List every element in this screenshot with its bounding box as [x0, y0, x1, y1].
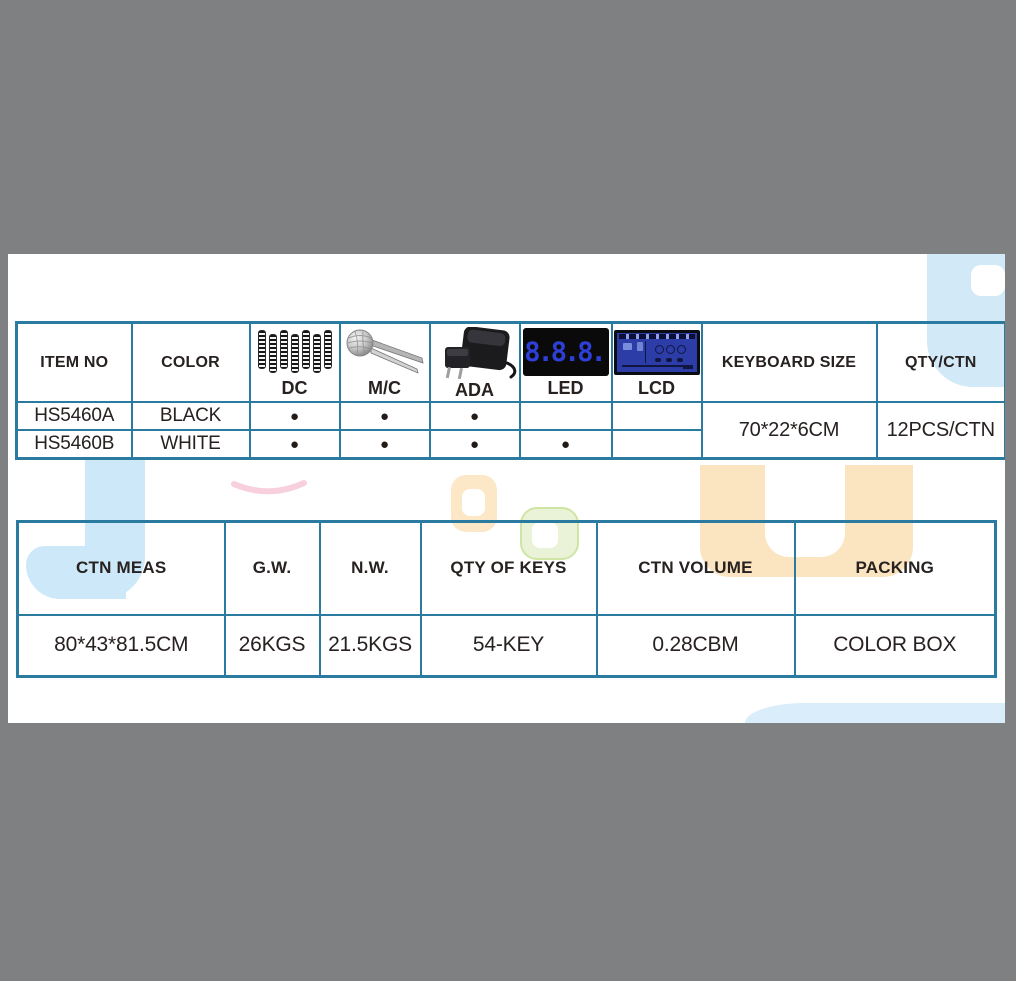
col-header-ada-label: ADA: [455, 380, 494, 400]
col-header-color-label: COLOR: [161, 353, 220, 371]
qty-of-keys-cell: 54-KEY: [421, 615, 597, 677]
lcd-screen-icon: [613, 327, 701, 377]
col-header-ctn-volume: [597, 522, 795, 615]
nw-cell: 21.5KGS: [320, 615, 421, 677]
qty-ctn-cell: 12PCS/CTN: [877, 402, 1006, 458]
ada-mark-cell: ●: [430, 402, 520, 430]
spec-table-row-1: [17, 402, 1006, 430]
spec-table: [15, 321, 1005, 460]
mc-mark-cell: ●: [340, 430, 430, 458]
packing-table-value-row: [18, 615, 996, 677]
led-mark-cell: [520, 402, 612, 430]
col-header-nw-label: N.W.: [351, 558, 389, 578]
led-display-icon: [521, 327, 611, 377]
col-header-packing-label: PACKING: [855, 558, 935, 578]
col-header-qty-of-keys-label: QTY OF KEYS: [450, 558, 567, 578]
col-header-qty-ctn: [877, 323, 1006, 403]
col-header-mc-label: M/C: [368, 378, 401, 398]
keyboard-size-cell: 70*22*6CM: [702, 402, 877, 458]
col-header-lcd: [612, 323, 702, 403]
item-no-cell: HS5460B: [17, 430, 132, 458]
content-panel: [8, 254, 1005, 723]
mc-mark-cell: ●: [340, 402, 430, 430]
color-cell: WHITE: [132, 430, 250, 458]
decor-blue-shape-bottom-right: [745, 703, 1005, 723]
gw-cell: 26KGS: [225, 615, 320, 677]
color-cell: BLACK: [132, 402, 250, 430]
col-header-qty-of-keys: [421, 522, 597, 615]
col-header-color: [132, 323, 250, 403]
lcd-mark-cell: [612, 402, 702, 430]
packing-cell: COLOR BOX: [795, 615, 996, 677]
item-no-cell: HS5460A: [17, 402, 132, 430]
col-header-keyboard-size-label: KEYBOARD SIZE: [721, 353, 857, 371]
col-header-item-no: [17, 323, 132, 403]
decor-peach-ring-hole: [462, 489, 485, 516]
packing-table: [16, 520, 997, 678]
col-header-dc-label: DC: [281, 378, 308, 398]
col-header-qty-ctn-label: QTY/CTN: [904, 353, 977, 371]
led-mark-cell: ●: [520, 430, 612, 458]
microphone-icon: [341, 327, 429, 377]
ctn-meas-cell: 80*43*81.5CM: [18, 615, 225, 677]
dc-mark-cell: ●: [250, 430, 340, 458]
col-header-led-label: LED: [547, 378, 584, 398]
ctn-volume-cell: 0.28CBM: [597, 615, 795, 677]
col-header-packing: [795, 522, 996, 615]
ada-mark-cell: ●: [430, 430, 520, 458]
col-header-nw: [320, 522, 421, 615]
power-adapter-icon: [431, 327, 519, 379]
led-digits: 8.8.8.: [524, 336, 604, 368]
packing-table-header-row: [18, 522, 996, 615]
col-header-ctn-volume-label: CTN VOLUME: [638, 558, 753, 578]
col-header-ctn-meas: [18, 522, 225, 615]
col-header-gw-label: G.W.: [252, 558, 292, 578]
col-header-lcd-label: LCD: [638, 378, 675, 398]
col-header-gw: [225, 522, 320, 615]
col-header-item-no-label: ITEM NO: [40, 353, 109, 371]
drumsticks-icon: [251, 327, 339, 377]
col-header-ada: [430, 323, 520, 403]
decor-blue-shape-notch: [971, 265, 1005, 296]
col-header-led: [520, 323, 612, 403]
col-header-ctn-meas-label: CTN MEAS: [76, 558, 167, 578]
decor-pink-arc: [231, 478, 307, 500]
col-header-dc: [250, 323, 340, 403]
lcd-mark-cell: [612, 430, 702, 458]
dc-mark-cell: ●: [250, 402, 340, 430]
col-header-mc: [340, 323, 430, 403]
col-header-keyboard-size: [702, 323, 877, 403]
